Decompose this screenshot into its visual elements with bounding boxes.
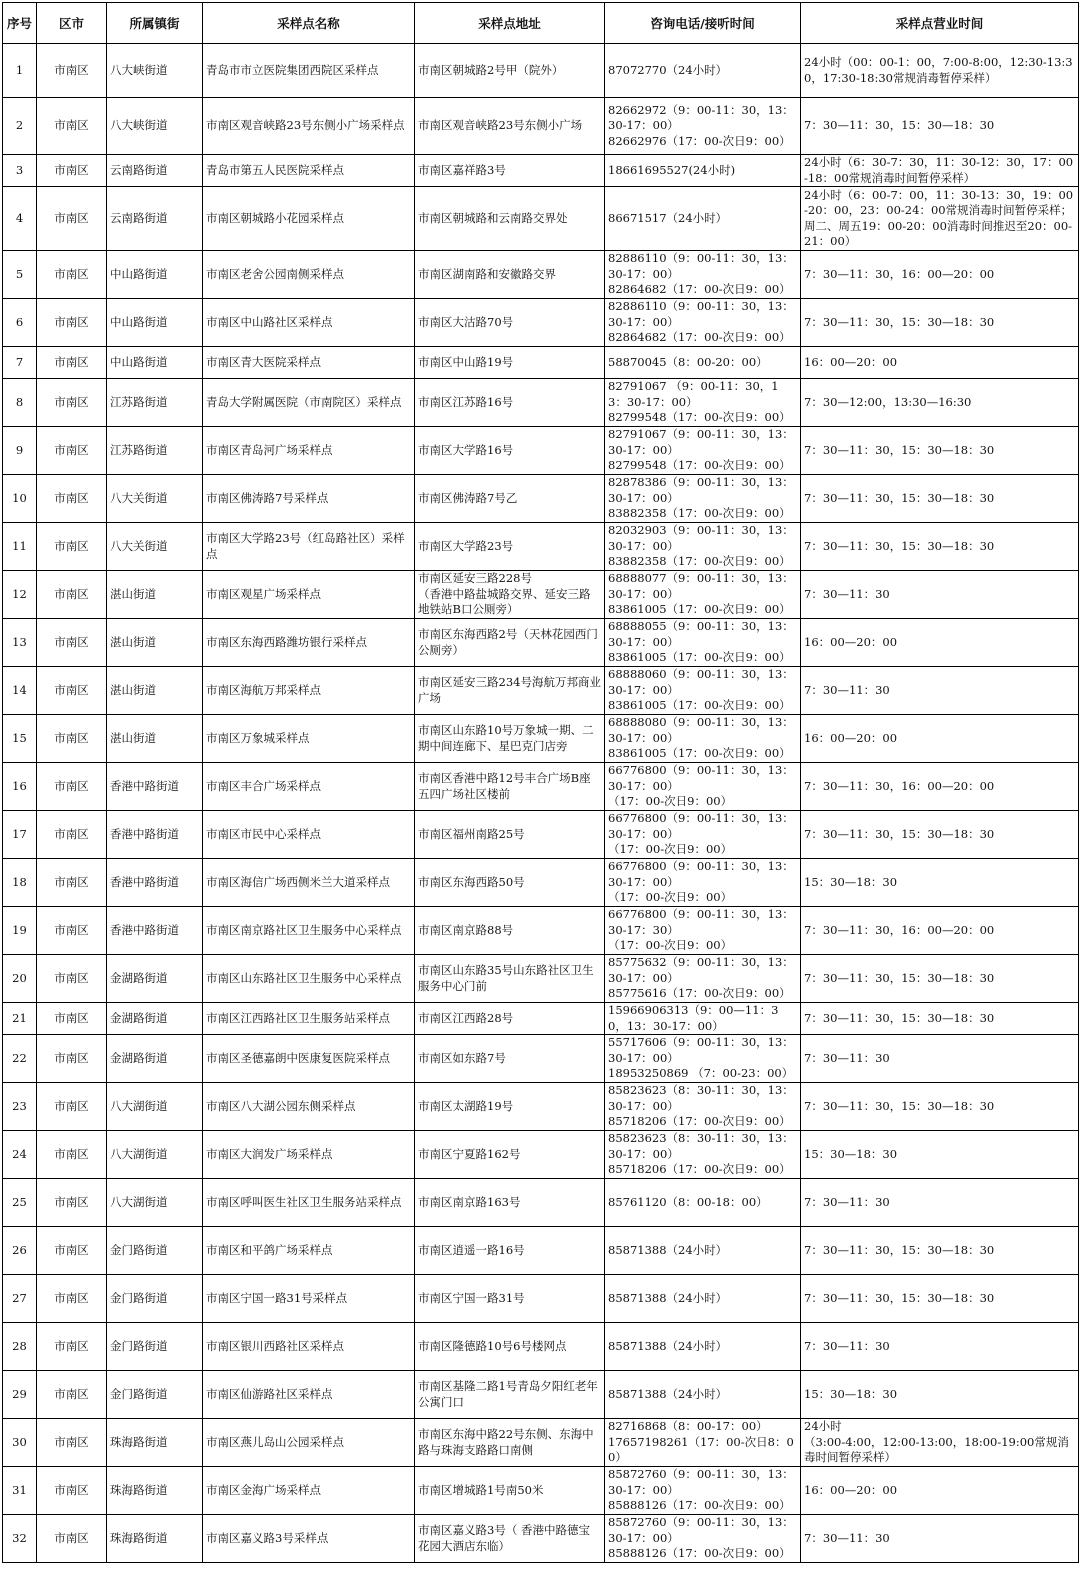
table-row bbox=[3, 475, 1079, 523]
site-name-cell: 市南区圣德嘉朗中医康复医院采样点 bbox=[203, 1035, 415, 1083]
row-number: 21 bbox=[3, 1003, 37, 1035]
table-body bbox=[3, 44, 1079, 1563]
phone-cell: 86671517（24小时） bbox=[605, 187, 801, 251]
site-address-cell: 市南区嘉祥路3号 bbox=[415, 155, 605, 187]
phone-cell: 82791067（9：00-11：30，13：30-17：00） 82799548（17：00-次日9：00） bbox=[605, 427, 801, 475]
phone-cell: 68888077（9：00-11：30，13：30-17：00） 83861005（17：00-次日9：00） bbox=[605, 571, 801, 619]
business-hours-cell: 7：30—11：30 bbox=[801, 1515, 1079, 1563]
business-hours-cell: 7：30—11：30，15：30—18：30 bbox=[801, 98, 1079, 155]
table-row bbox=[3, 811, 1079, 859]
row-number: 25 bbox=[3, 1179, 37, 1227]
site-address-cell: 市南区东海西路50号 bbox=[415, 859, 605, 907]
phone-cell: 85871388（24小时） bbox=[605, 1275, 801, 1323]
street-cell: 中山路街道 bbox=[107, 299, 203, 347]
table-row bbox=[3, 667, 1079, 715]
site-name-cell: 市南区呼叫医生社区卫生服务站采样点 bbox=[203, 1179, 415, 1227]
row-number: 17 bbox=[3, 811, 37, 859]
district-cell: 市南区 bbox=[37, 1515, 107, 1563]
site-name-cell: 市南区青大医院采样点 bbox=[203, 347, 415, 379]
site-name-cell: 市南区市民中心采样点 bbox=[203, 811, 415, 859]
site-name-cell: 市南区大润发广场采样点 bbox=[203, 1131, 415, 1179]
header-phone-hours: 咨询电话/接听时间 bbox=[605, 3, 801, 44]
phone-cell: 85761120（8：00-18：00） bbox=[605, 1179, 801, 1227]
site-name-cell: 青岛市市立医院集团西院区采样点 bbox=[203, 44, 415, 98]
row-number: 15 bbox=[3, 715, 37, 763]
phone-cell: 55717606（9：00-11：30，13：30-17：00） 18953250869 （7：00-23：00） bbox=[605, 1035, 801, 1083]
district-cell: 市南区 bbox=[37, 1131, 107, 1179]
row-number: 30 bbox=[3, 1419, 37, 1467]
header-no: 序号 bbox=[3, 3, 37, 44]
business-hours-cell: 15：30—18：30 bbox=[801, 1131, 1079, 1179]
site-address-cell: 市南区太湖路19号 bbox=[415, 1083, 605, 1131]
row-number: 31 bbox=[3, 1467, 37, 1515]
street-cell: 江苏路街道 bbox=[107, 379, 203, 427]
business-hours-cell: 7：30—11：30，16：00—20：00 bbox=[801, 251, 1079, 299]
business-hours-cell: 24小时（6：30-7：30，11：30-12：30，17：00-18：00常规消毒时间暂停采样） bbox=[801, 155, 1079, 187]
phone-cell: 82032903（9：00-11：30，13：30-17：00） 83882358（17：00-次日9：00） bbox=[605, 523, 801, 571]
street-cell: 金门路街道 bbox=[107, 1371, 203, 1419]
site-name-cell: 青岛市第五人民医院采样点 bbox=[203, 155, 415, 187]
row-number: 24 bbox=[3, 1131, 37, 1179]
business-hours-cell: 7：30—11：30，15：30—18：30 bbox=[801, 299, 1079, 347]
street-cell: 金湖路街道 bbox=[107, 1003, 203, 1035]
row-number: 11 bbox=[3, 523, 37, 571]
site-name-cell: 市南区海信广场西侧米兰大道采样点 bbox=[203, 859, 415, 907]
row-number: 29 bbox=[3, 1371, 37, 1419]
phone-cell: 85823623（8：30-11：30，13：30-17：00） 85718206（17：00-次日9：00） bbox=[605, 1083, 801, 1131]
street-cell: 八大湖街道 bbox=[107, 1131, 203, 1179]
site-address-cell: 市南区山东路35号山东路社区卫生服务中心门前 bbox=[415, 955, 605, 1003]
business-hours-cell: 7：30—11：30，15：30—18：30 bbox=[801, 811, 1079, 859]
site-address-cell: 市南区增城路1号南50米 bbox=[415, 1467, 605, 1515]
business-hours-cell: 7：30—11：30，15：30—18：30 bbox=[801, 475, 1079, 523]
district-cell: 市南区 bbox=[37, 667, 107, 715]
table-row bbox=[3, 251, 1079, 299]
site-address-cell: 市南区朝城路和云南路交界处 bbox=[415, 187, 605, 251]
site-address-cell: 市南区朝城路2号甲（院外） bbox=[415, 44, 605, 98]
phone-cell: 66776800（9：00-11：30，13：30-17：30） （17：00-次日9：00） bbox=[605, 907, 801, 955]
site-address-cell: 市南区南京路88号 bbox=[415, 907, 605, 955]
row-number: 14 bbox=[3, 667, 37, 715]
site-address-cell: 市南区湖南路和安徽路交界 bbox=[415, 251, 605, 299]
street-cell: 香港中路街道 bbox=[107, 907, 203, 955]
street-cell: 湛山街道 bbox=[107, 715, 203, 763]
row-number: 4 bbox=[3, 187, 37, 251]
sampling-points-table bbox=[2, 2, 1079, 1563]
business-hours-cell: 7：30—11：30 bbox=[801, 571, 1079, 619]
business-hours-cell: 7：30—11：30，15：30—18：30 bbox=[801, 1275, 1079, 1323]
business-hours-cell: 7：30—11：30，15：30—18：30 bbox=[801, 1083, 1079, 1131]
site-name-cell: 市南区宁国一路31号采样点 bbox=[203, 1275, 415, 1323]
phone-cell: 85872760（9：00-11：30，13：30-17：00） 85888126（17：00-次日9：00） bbox=[605, 1515, 801, 1563]
site-name-cell: 市南区银川西路社区采样点 bbox=[203, 1323, 415, 1371]
site-name-cell: 市南区朝城路小花园采样点 bbox=[203, 187, 415, 251]
table-row bbox=[3, 187, 1079, 251]
district-cell: 市南区 bbox=[37, 1419, 107, 1467]
district-cell: 市南区 bbox=[37, 1179, 107, 1227]
phone-cell: 82716868（8：00-17：00） 17657198261（17：00-次日8：00） bbox=[605, 1419, 801, 1467]
business-hours-cell: 16：00—20：00 bbox=[801, 1467, 1079, 1515]
phone-cell: 18661695527(24小时) bbox=[605, 155, 801, 187]
row-number: 1 bbox=[3, 44, 37, 98]
site-name-cell: 市南区丰合广场采样点 bbox=[203, 763, 415, 811]
site-name-cell: 市南区南京路社区卫生服务中心采样点 bbox=[203, 907, 415, 955]
phone-cell: 85871388（24小时） bbox=[605, 1323, 801, 1371]
phone-cell: 87072770（24小时） bbox=[605, 44, 801, 98]
table-row bbox=[3, 907, 1079, 955]
district-cell: 市南区 bbox=[37, 98, 107, 155]
site-name-cell: 市南区仙游路社区采样点 bbox=[203, 1371, 415, 1419]
site-address-cell: 市南区基隆二路1号青岛夕阳红老年公寓门口 bbox=[415, 1371, 605, 1419]
site-address-cell: 市南区江西路28号 bbox=[415, 1003, 605, 1035]
table-row bbox=[3, 1003, 1079, 1035]
district-cell: 市南区 bbox=[37, 1035, 107, 1083]
phone-cell: 85823623（8：30-11：30，13：30-17：00） 85718206（17：00-次日9：00） bbox=[605, 1131, 801, 1179]
row-number: 9 bbox=[3, 427, 37, 475]
street-cell: 云南路街道 bbox=[107, 155, 203, 187]
site-name-cell: 市南区海航万邦采样点 bbox=[203, 667, 415, 715]
site-address-cell: 市南区延安三路228号 （香港中路盐城路交界、延安三路地铁站B口公厕旁） bbox=[415, 571, 605, 619]
business-hours-cell: 24小时（6：00-7：00，11：30-13：30，19：00-20：00，23：00-24：00常规消毒时间暂停采样；周二、周五19：00-20：00消毒时间推迟至20：00-21：00） bbox=[801, 187, 1079, 251]
site-address-cell: 市南区江苏路16号 bbox=[415, 379, 605, 427]
table-row bbox=[3, 763, 1079, 811]
site-name-cell: 市南区八大湖公园东侧采样点 bbox=[203, 1083, 415, 1131]
row-number: 8 bbox=[3, 379, 37, 427]
site-address-cell: 市南区宁国一路31号 bbox=[415, 1275, 605, 1323]
table-row bbox=[3, 98, 1079, 155]
business-hours-cell: 24小时（00：00-1：00，7:00-8:00，12:30-13:30，17:30-18:30常规消毒暂停采样） bbox=[801, 44, 1079, 98]
site-address-cell: 市南区福州南路25号 bbox=[415, 811, 605, 859]
street-cell: 香港中路街道 bbox=[107, 859, 203, 907]
table-row bbox=[3, 427, 1079, 475]
row-number: 6 bbox=[3, 299, 37, 347]
district-cell: 市南区 bbox=[37, 251, 107, 299]
site-address-cell: 市南区逍遥一路16号 bbox=[415, 1227, 605, 1275]
site-name-cell: 市南区青岛河广场采样点 bbox=[203, 427, 415, 475]
table-row bbox=[3, 1083, 1079, 1131]
district-cell: 市南区 bbox=[37, 1227, 107, 1275]
phone-cell: 85872760（9：00-11：30，13：30-17：00） 85888126（17：00-次日9：00） bbox=[605, 1467, 801, 1515]
district-cell: 市南区 bbox=[37, 571, 107, 619]
street-cell: 江苏路街道 bbox=[107, 427, 203, 475]
table-row bbox=[3, 1419, 1079, 1467]
table-row bbox=[3, 859, 1079, 907]
site-name-cell: 市南区观音峡路23号东侧小广场采样点 bbox=[203, 98, 415, 155]
site-address-cell: 市南区如东路7号 bbox=[415, 1035, 605, 1083]
table-row bbox=[3, 44, 1079, 98]
district-cell: 市南区 bbox=[37, 44, 107, 98]
business-hours-cell: 7：30—11：30，15：30—18：30 bbox=[801, 1003, 1079, 1035]
table-row bbox=[3, 1227, 1079, 1275]
row-number: 32 bbox=[3, 1515, 37, 1563]
site-address-cell: 市南区大学路16号 bbox=[415, 427, 605, 475]
table-row bbox=[3, 1467, 1079, 1515]
site-name-cell: 青岛大学附属医院（市南院区）采样点 bbox=[203, 379, 415, 427]
business-hours-cell: 7：30—11：30 bbox=[801, 667, 1079, 715]
street-cell: 八大湖街道 bbox=[107, 1083, 203, 1131]
business-hours-cell: 7：30—11：30，15：30—18：30 bbox=[801, 1227, 1079, 1275]
street-cell: 金门路街道 bbox=[107, 1323, 203, 1371]
district-cell: 市南区 bbox=[37, 907, 107, 955]
table-row bbox=[3, 347, 1079, 379]
business-hours-cell: 15：30—18：30 bbox=[801, 859, 1079, 907]
business-hours-cell: 7：30—11：30，16：00—20：00 bbox=[801, 763, 1079, 811]
phone-cell: 85775632（9：00-11：30，13：30-17：00） 85775616（17：00-次日9：00） bbox=[605, 955, 801, 1003]
row-number: 10 bbox=[3, 475, 37, 523]
phone-cell: 66776800（9：00-11：30，13：30-17：00） （17：00-次日9：00） bbox=[605, 763, 801, 811]
street-cell: 八大关街道 bbox=[107, 523, 203, 571]
street-cell: 香港中路街道 bbox=[107, 763, 203, 811]
street-cell: 八大峡街道 bbox=[107, 98, 203, 155]
table-row bbox=[3, 619, 1079, 667]
site-name-cell: 市南区观星广场采样点 bbox=[203, 571, 415, 619]
district-cell: 市南区 bbox=[37, 859, 107, 907]
street-cell: 湛山街道 bbox=[107, 619, 203, 667]
table-row bbox=[3, 1035, 1079, 1083]
district-cell: 市南区 bbox=[37, 427, 107, 475]
site-address-cell: 市南区观音峡路23号东侧小广场 bbox=[415, 98, 605, 155]
site-address-cell: 市南区佛涛路7号乙 bbox=[415, 475, 605, 523]
site-name-cell: 市南区东海西路潍坊银行采样点 bbox=[203, 619, 415, 667]
row-number: 20 bbox=[3, 955, 37, 1003]
district-cell: 市南区 bbox=[37, 379, 107, 427]
table-row bbox=[3, 523, 1079, 571]
business-hours-cell: 24小时 （3:00-4:00，12:00-13:00，18:00-19:00常规消毒时间暂停采样） bbox=[801, 1419, 1079, 1467]
row-number: 7 bbox=[3, 347, 37, 379]
row-number: 22 bbox=[3, 1035, 37, 1083]
site-address-cell: 市南区宁夏路162号 bbox=[415, 1131, 605, 1179]
street-cell: 云南路街道 bbox=[107, 187, 203, 251]
site-name-cell: 市南区燕儿岛山公园采样点 bbox=[203, 1419, 415, 1467]
row-number: 16 bbox=[3, 763, 37, 811]
table-row bbox=[3, 955, 1079, 1003]
district-cell: 市南区 bbox=[37, 1323, 107, 1371]
district-cell: 市南区 bbox=[37, 1467, 107, 1515]
street-cell: 金湖路街道 bbox=[107, 955, 203, 1003]
phone-cell: 82878386（9：00-11：30，13：30-17：00） 83882358（17：00-次日9：00） bbox=[605, 475, 801, 523]
business-hours-cell: 7：30—11：30 bbox=[801, 1323, 1079, 1371]
street-cell: 珠海路街道 bbox=[107, 1515, 203, 1563]
district-cell: 市南区 bbox=[37, 955, 107, 1003]
row-number: 26 bbox=[3, 1227, 37, 1275]
row-number: 13 bbox=[3, 619, 37, 667]
business-hours-cell: 7：30—12:00，13:30—16:30 bbox=[801, 379, 1079, 427]
phone-cell: 58870045（8：00-20：00） bbox=[605, 347, 801, 379]
table-header bbox=[3, 3, 1079, 44]
business-hours-cell: 15：30—18：30 bbox=[801, 1371, 1079, 1419]
phone-cell: 68888060（9：00-11：30，13：30-17：00） 83861005（17：00-次日9：00） bbox=[605, 667, 801, 715]
row-number: 19 bbox=[3, 907, 37, 955]
site-name-cell: 市南区万象城采样点 bbox=[203, 715, 415, 763]
site-address-cell: 市南区东海中路22号东侧、东海中路与珠海支路路口南侧 bbox=[415, 1419, 605, 1467]
table-row bbox=[3, 1131, 1079, 1179]
street-cell: 金湖路街道 bbox=[107, 1035, 203, 1083]
site-name-cell: 市南区金海广场采样点 bbox=[203, 1467, 415, 1515]
district-cell: 市南区 bbox=[37, 475, 107, 523]
table-row bbox=[3, 715, 1079, 763]
header-site-address: 采样点地址 bbox=[415, 3, 605, 44]
site-address-cell: 市南区隆德路10号6号楼网点 bbox=[415, 1323, 605, 1371]
site-name-cell: 市南区佛涛路7号采样点 bbox=[203, 475, 415, 523]
site-address-cell: 市南区东海西路2号（天林花园西门公厕旁） bbox=[415, 619, 605, 667]
district-cell: 市南区 bbox=[37, 299, 107, 347]
phone-cell: 66776800（9：00-11：30，13：30-17：00） （17：00-次日9：00） bbox=[605, 811, 801, 859]
district-cell: 市南区 bbox=[37, 1371, 107, 1419]
table-row bbox=[3, 1275, 1079, 1323]
business-hours-cell: 16：00—20：00 bbox=[801, 619, 1079, 667]
phone-cell: 68888055（9：00-11：30，13：30-17：00） 83861005（17：00-次日9：00） bbox=[605, 619, 801, 667]
row-number: 18 bbox=[3, 859, 37, 907]
phone-cell: 82791067 （9：00-11：30，13：30-17：00） 82799548（17：00-次日9：00） bbox=[605, 379, 801, 427]
phone-cell: 82662972（9：00-11：30，13：30-17：00） 82662976（17：00-次日9：00） bbox=[605, 98, 801, 155]
row-number: 5 bbox=[3, 251, 37, 299]
phone-cell: 66776800（9：00-11：30，13：30-17：00） （17：00-次日9：00） bbox=[605, 859, 801, 907]
header-site-name: 采样点名称 bbox=[203, 3, 415, 44]
header-street: 所属镇街 bbox=[107, 3, 203, 44]
street-cell: 珠海路街道 bbox=[107, 1467, 203, 1515]
business-hours-cell: 16：00—20：00 bbox=[801, 715, 1079, 763]
site-name-cell: 市南区嘉义路3号采样点 bbox=[203, 1515, 415, 1563]
business-hours-cell: 7：30—11：30 bbox=[801, 1035, 1079, 1083]
site-name-cell: 市南区山东路社区卫生服务中心采样点 bbox=[203, 955, 415, 1003]
table-row bbox=[3, 571, 1079, 619]
site-address-cell: 市南区延安三路234号海航万邦商业广场 bbox=[415, 667, 605, 715]
site-address-cell: 市南区香港中路12号丰合广场B座五四广场社区楼前 bbox=[415, 763, 605, 811]
site-address-cell: 市南区大沽路70号 bbox=[415, 299, 605, 347]
district-cell: 市南区 bbox=[37, 1275, 107, 1323]
row-number: 3 bbox=[3, 155, 37, 187]
row-number: 27 bbox=[3, 1275, 37, 1323]
street-cell: 金门路街道 bbox=[107, 1227, 203, 1275]
district-cell: 市南区 bbox=[37, 155, 107, 187]
site-name-cell: 市南区江西路社区卫生服务站采样点 bbox=[203, 1003, 415, 1035]
table-row bbox=[3, 1371, 1079, 1419]
row-number: 23 bbox=[3, 1083, 37, 1131]
phone-cell: 82886110（9：00-11：30，13：30-17：00） 82864682（17：00-次日9：00） bbox=[605, 251, 801, 299]
row-number: 2 bbox=[3, 98, 37, 155]
site-address-cell: 市南区大学路23号 bbox=[415, 523, 605, 571]
district-cell: 市南区 bbox=[37, 187, 107, 251]
phone-cell: 85871388（24小时） bbox=[605, 1371, 801, 1419]
district-cell: 市南区 bbox=[37, 715, 107, 763]
business-hours-cell: 7：30—11：30，15：30—18：30 bbox=[801, 955, 1079, 1003]
district-cell: 市南区 bbox=[37, 619, 107, 667]
street-cell: 八大关街道 bbox=[107, 475, 203, 523]
street-cell: 珠海路街道 bbox=[107, 1419, 203, 1467]
site-name-cell: 市南区老舍公园南侧采样点 bbox=[203, 251, 415, 299]
street-cell: 八大湖街道 bbox=[107, 1179, 203, 1227]
district-cell: 市南区 bbox=[37, 1003, 107, 1035]
site-name-cell: 市南区大学路23号（红岛路社区）采样点 bbox=[203, 523, 415, 571]
district-cell: 市南区 bbox=[37, 347, 107, 379]
header-district: 区市 bbox=[37, 3, 107, 44]
business-hours-cell: 7：30—11：30，16：00—20：00 bbox=[801, 907, 1079, 955]
street-cell: 中山路街道 bbox=[107, 251, 203, 299]
site-name-cell: 市南区和平鸽广场采样点 bbox=[203, 1227, 415, 1275]
site-address-cell: 市南区嘉义路3号（ 香港中路德宝花园大酒店东临） bbox=[415, 1515, 605, 1563]
business-hours-cell: 7：30—11：30，15：30—18：30 bbox=[801, 427, 1079, 475]
business-hours-cell: 7：30—11：30 bbox=[801, 1179, 1079, 1227]
row-number: 28 bbox=[3, 1323, 37, 1371]
site-address-cell: 市南区中山路19号 bbox=[415, 347, 605, 379]
table-row bbox=[3, 1179, 1079, 1227]
district-cell: 市南区 bbox=[37, 1083, 107, 1131]
phone-cell: 68888080（9：00-11：30，13：30-17：00） 83861005（17：00-次日9：00） bbox=[605, 715, 801, 763]
street-cell: 中山路街道 bbox=[107, 347, 203, 379]
street-cell: 金门路街道 bbox=[107, 1275, 203, 1323]
phone-cell: 82886110（9：00-11：30，13：30-17：00） 82864682（17：00-次日9：00） bbox=[605, 299, 801, 347]
table-row bbox=[3, 1323, 1079, 1371]
site-address-cell: 市南区山东路10号万象城一期、二期中间连廊下、星巴克门店旁 bbox=[415, 715, 605, 763]
street-cell: 八大峡街道 bbox=[107, 44, 203, 98]
street-cell: 湛山街道 bbox=[107, 667, 203, 715]
business-hours-cell: 7：30—11：30，15：30—18：30 bbox=[801, 523, 1079, 571]
table-row bbox=[3, 155, 1079, 187]
site-address-cell: 市南区南京路163号 bbox=[415, 1179, 605, 1227]
phone-cell: 15966906313（9：00—11：30，13：30-17：00） bbox=[605, 1003, 801, 1035]
table-row bbox=[3, 1515, 1079, 1563]
site-name-cell: 市南区中山路社区采样点 bbox=[203, 299, 415, 347]
header-row bbox=[3, 3, 1079, 44]
phone-cell: 85871388（24小时） bbox=[605, 1227, 801, 1275]
header-business-hours: 采样点营业时间 bbox=[801, 3, 1079, 44]
street-cell: 香港中路街道 bbox=[107, 811, 203, 859]
row-number: 12 bbox=[3, 571, 37, 619]
district-cell: 市南区 bbox=[37, 811, 107, 859]
table-row bbox=[3, 299, 1079, 347]
business-hours-cell: 16：00—20：00 bbox=[801, 347, 1079, 379]
district-cell: 市南区 bbox=[37, 523, 107, 571]
table-row bbox=[3, 379, 1079, 427]
district-cell: 市南区 bbox=[37, 763, 107, 811]
street-cell: 湛山街道 bbox=[107, 571, 203, 619]
